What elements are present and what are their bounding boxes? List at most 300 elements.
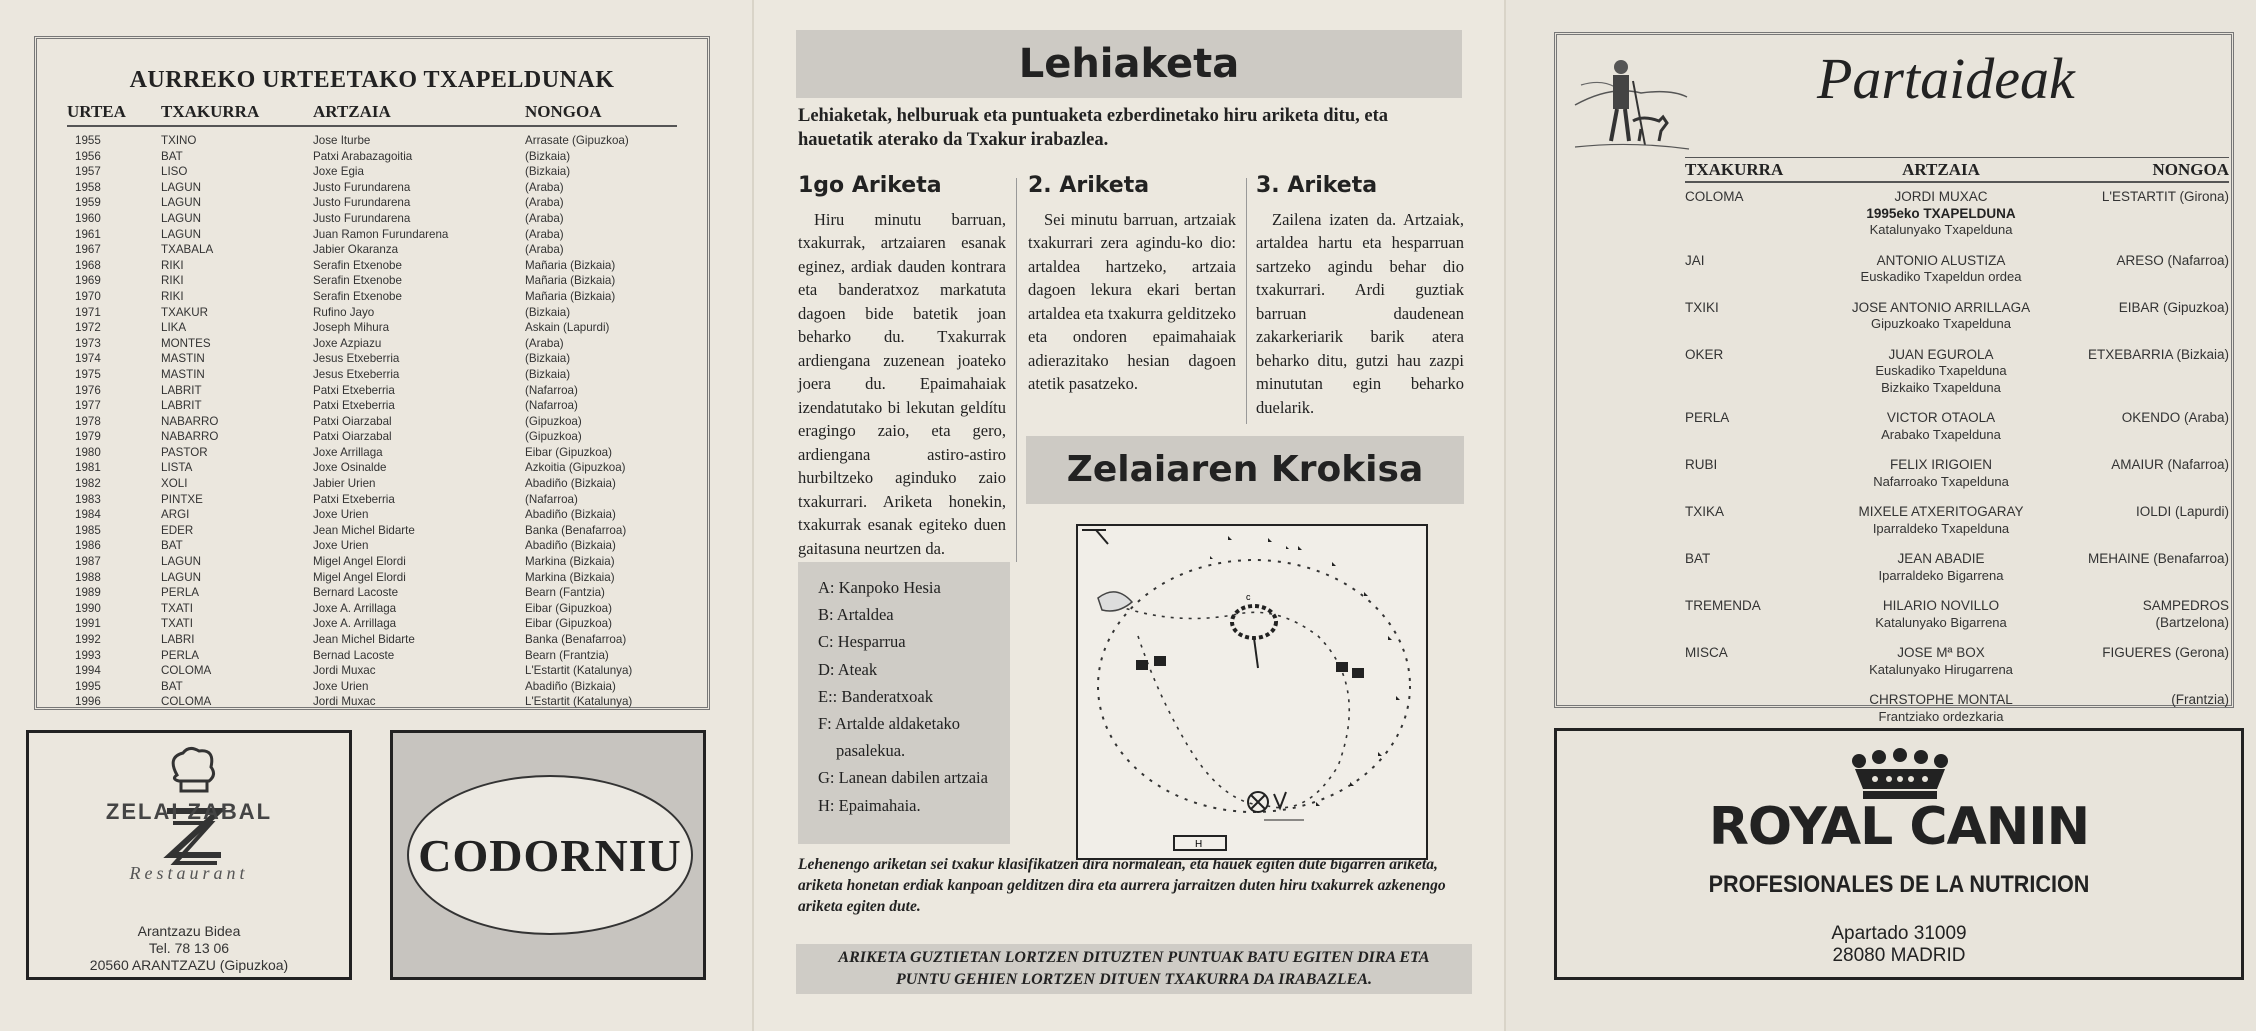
shepherd-cell: Jabier Okaranza: [313, 243, 399, 257]
legend-item: G: Lanean dabilen artzaia: [818, 768, 988, 788]
year-cell: 1956: [75, 149, 101, 163]
origin-cell: Bearn (Frantzia): [525, 648, 609, 662]
table-row: [67, 320, 677, 336]
dog-cell: LAGUN: [161, 555, 201, 569]
col-header-shepherd: ARTZAIA: [313, 102, 391, 121]
codorniu-ad: [390, 730, 706, 980]
zelai-zabal-restaurant: Restaurant: [129, 863, 249, 883]
shepherd-cell: [1811, 457, 2071, 490]
shepherd-cell: Patxi Etxeberria: [313, 383, 395, 397]
dog-cell: RIKI: [161, 258, 184, 272]
dog-cell: MASTIN: [161, 352, 205, 366]
address-line: 20560 ARANTZAZU (Gipuzkoa): [89, 957, 289, 973]
royal-canin-tagline: PROFESIONALES DE LA NUTRICION: [1708, 871, 2090, 898]
table-row: [67, 570, 677, 586]
shepherd-cell: Joxe Osinalde: [313, 461, 387, 475]
dog-cell: PINTXE: [161, 492, 203, 506]
column-divider: [1246, 178, 1247, 424]
dog-cell: LISTA: [161, 461, 193, 475]
title-note: Nafarroako Txapelduna: [1873, 473, 2009, 489]
title-note: Frantziako ordezkaria: [1878, 708, 2004, 724]
shepherd-cell: Justo Furundarena: [313, 180, 411, 194]
origin-cell: L'Estartit (Katalunya): [525, 695, 633, 709]
shepherd-name: VICTOR OTAOLA: [1886, 410, 1996, 425]
origin-cell: (Araba): [525, 227, 564, 241]
shepherd-cell: Jose Iturbe: [313, 134, 371, 147]
origin-cell: Eibar (Gipuzkoa): [525, 445, 612, 459]
year-cell: 1992: [75, 633, 101, 646]
shepherd-cell: Joxe A. Arrillaga: [313, 601, 397, 615]
origin-cell: Askain (Lapurdi): [525, 321, 610, 335]
year-cell: 1993: [75, 648, 101, 662]
dog-cell: LAGUN: [161, 570, 201, 584]
exercise-1-column: [798, 174, 1006, 560]
dog-cell: COLOMA: [161, 695, 212, 709]
year-cell: 1972: [75, 321, 101, 335]
year-cell: 1960: [75, 211, 101, 225]
year-cell: 1994: [75, 664, 101, 678]
origin-cell: Arrasate (Gipuzkoa): [525, 134, 629, 147]
exercise-2-title: 2. Ariketa: [1028, 173, 1150, 198]
col-header-dog: TXAKURRA: [1685, 160, 1784, 179]
dog-cell: TXATI: [161, 601, 193, 615]
origin-cell: Markina (Bizkaia): [525, 555, 615, 569]
list-item: [1685, 504, 2229, 537]
shepherd-cell: Patxi Oiarzabal: [313, 414, 392, 428]
origin-cell: Azkoitia (Gipuzkoa): [525, 461, 626, 475]
shepherd-cell: Migel Angel Elordi: [313, 555, 406, 569]
shepherd-name: JOSE Mª BOX: [1897, 645, 1985, 660]
origin-cell: (Nafarroa): [525, 399, 578, 413]
table-row: [67, 289, 677, 305]
dog-cell: RIKI: [161, 289, 184, 303]
dog-cell: PERLA: [161, 586, 200, 600]
table-row: [67, 149, 677, 165]
origin-cell: Banka (Benafarroa): [525, 633, 627, 646]
year-cell: 1987: [75, 555, 101, 569]
table-row: [67, 523, 677, 539]
year-cell: 1976: [75, 383, 101, 397]
exercise-3-column: [1256, 174, 1464, 419]
participants-table-body: [1685, 183, 2229, 725]
col-header-origin: NONGOA: [2152, 160, 2229, 179]
shepherd-cell: Joxe Urien: [313, 679, 369, 693]
list-item: [1685, 598, 2229, 631]
crown-icon: [1845, 747, 1955, 803]
legend-item: H: Epaimahaia.: [818, 795, 921, 815]
dog-cell: COLOMA: [161, 664, 212, 678]
shepherd-cell: Patxi Arabazagoitia: [313, 149, 413, 163]
table-row: [67, 632, 677, 648]
title-note: Euskadiko Txapeldun ordea: [1860, 269, 2022, 284]
shepherd-cell: [1811, 300, 2071, 333]
shepherd-cell: Joxe A. Arrillaga: [313, 617, 397, 631]
exercise-2-column: [1028, 174, 1236, 396]
table-row: [67, 538, 677, 554]
year-cell: 1977: [75, 399, 101, 413]
origin-cell: (Gipuzkoa): [525, 430, 582, 444]
origin-cell: Abadiño (Bizkaia): [525, 679, 616, 693]
origin-cell: (Bizkaia): [525, 305, 571, 319]
col-header-origin: NONGOA: [525, 102, 602, 121]
origin-cell: (Gipuzkoa): [525, 414, 582, 428]
year-cell: 1989: [75, 586, 101, 600]
legend-item: D: Ateak: [818, 659, 878, 679]
table-row: [67, 258, 677, 274]
codorniu-logo: CODORNIU: [407, 775, 693, 935]
lehiaketa-title: Lehiaketa: [796, 30, 1462, 98]
field-legend: [798, 562, 1010, 844]
year-cell: 1975: [75, 367, 101, 381]
fold-line: [752, 0, 754, 1031]
exercise-3-title: 3. Ariketa: [1256, 173, 1378, 198]
past-champions-box: [34, 36, 710, 710]
table-row: [67, 133, 677, 149]
table-row: [67, 585, 677, 601]
origin-cell: L'ESTARTIT (Girona): [2101, 189, 2229, 204]
origin-cell: Abadiño (Bizkaia): [525, 477, 616, 491]
title-note: Iparraldeko Txapelduna: [1872, 520, 2010, 536]
title-note: Iparraldeko Bigarrena: [1878, 567, 2004, 583]
year-cell: 1969: [75, 274, 101, 288]
shepherd-cell: [1811, 410, 2071, 443]
origin-cell: L'Estartit (Katalunya): [525, 664, 633, 678]
table-row: [67, 180, 677, 196]
phone-line: Tel. 78 13 06: [148, 940, 230, 956]
shepherd-with-dog-icon: [1571, 45, 1691, 155]
shepherd-name: FELIX IRIGOIEN: [1889, 457, 1993, 472]
dog-cell: LABRI: [161, 633, 195, 646]
origin-cell: SAMPEDROS (Bartzelona): [2142, 598, 2229, 630]
origin-cell: (Araba): [525, 243, 564, 257]
shepherd-cell: [1811, 645, 2071, 678]
shepherd-name: JOSE ANTONIO ARRILLAGA: [1851, 299, 2031, 315]
dog-cell: PASTOR: [161, 445, 208, 459]
zelai-zabal-ad: [26, 730, 352, 980]
table-row: [67, 398, 677, 414]
dog-cell: MISCA: [1685, 645, 1728, 660]
legend-item: A: Kanpoko Hesia: [818, 578, 941, 597]
table-row: [67, 211, 677, 227]
dog-cell: XOLI: [161, 477, 188, 491]
title-note: Katalunyako Txapelduna: [1869, 222, 2013, 237]
year-cell: 1971: [75, 305, 101, 319]
shepherd-name: JUAN EGUROLA: [1888, 346, 1994, 362]
address-line: Apartado 31009: [1831, 923, 1967, 944]
origin-cell: (Bizkaia): [525, 165, 571, 179]
shepherd-name: MIXELE ATXERITOGARAY: [1858, 504, 2024, 519]
year-cell: 1982: [75, 477, 101, 491]
field-sketch: [1076, 524, 1428, 860]
dog-cell: MONTES: [161, 336, 211, 350]
shepherd-cell: [1811, 598, 2071, 631]
year-cell: 1978: [75, 414, 101, 428]
dog-cell: RIKI: [161, 274, 184, 288]
dog-cell: MASTIN: [161, 367, 205, 381]
dog-cell: TXIKA: [1685, 504, 1725, 519]
champions-table-body: [67, 133, 677, 710]
origin-cell: ARESO (Nafarroa): [2116, 252, 2229, 268]
field-sketch-drawing: [1078, 526, 1426, 858]
list-item: [1685, 189, 2229, 239]
table-row: [67, 507, 677, 523]
origin-cell: MEHAINE (Benafarroa): [2087, 551, 2229, 566]
scoring-summary: [796, 944, 1472, 994]
table-row: [67, 164, 677, 180]
shepherd-cell: Patxi Etxeberria: [313, 399, 395, 413]
list-item: [1685, 410, 2229, 443]
dog-cell: LISO: [161, 165, 188, 179]
title-note: Euskadiko Txapelduna: [1875, 363, 2007, 378]
dog-cell: LAGUN: [161, 180, 201, 194]
year-cell: 1970: [75, 289, 101, 303]
dog-cell: TXATI: [161, 617, 193, 631]
origin-cell: Bearn (Fantzia): [525, 586, 605, 600]
dog-cell: TXABALA: [161, 243, 214, 257]
table-row: [67, 429, 677, 445]
table-row: [67, 367, 677, 383]
year-cell: 1985: [75, 523, 101, 537]
krokis-title: Zelaiaren Krokisa: [1026, 436, 1464, 504]
shepherd-name: JORDI MUXAC: [1894, 189, 1988, 204]
shepherd-cell: [1811, 347, 2071, 397]
scoring-line: PUNTU GEHIEN LORTZEN DITUEN TXAKURRA DA IRABAZLEA.: [895, 971, 1373, 988]
list-item: [1685, 692, 2229, 725]
dog-cell: JAI: [1685, 252, 1705, 268]
champions-table-header: [67, 102, 677, 127]
year-cell: 1973: [75, 336, 101, 350]
svg-text:c: c: [1246, 592, 1251, 602]
table-row: [67, 648, 677, 664]
year-cell: 1983: [75, 492, 101, 506]
origin-cell: Mañaria (Bizkaia): [525, 289, 616, 303]
origin-cell: (Bizkaia): [525, 367, 571, 381]
list-item: [1685, 645, 2229, 678]
shepherd-cell: [1811, 504, 2071, 537]
year-cell: 1996: [75, 695, 101, 709]
origin-cell: AMAIUR (Nafarroa): [2111, 457, 2229, 472]
dog-cell: LABRIT: [161, 383, 202, 397]
origin-cell: (Araba): [525, 336, 564, 350]
origin-cell: Eibar (Gipuzkoa): [525, 601, 612, 615]
year-cell: 1961: [75, 227, 101, 241]
dog-cell: BAT: [161, 539, 183, 553]
origin-cell: OKENDO (Araba): [2121, 410, 2229, 425]
title-note: Katalunyako Bigarrena: [1875, 614, 2007, 630]
dog-cell: OKER: [1685, 346, 1724, 362]
dog-cell: LABRIT: [161, 399, 202, 413]
shepherd-cell: Joxe Urien: [313, 539, 369, 553]
table-row: [67, 616, 677, 632]
shepherd-name: HILARIO NOVILLO: [1882, 598, 2000, 613]
shepherd-cell: Joxe Arrillaga: [313, 445, 383, 459]
year-cell: 1980: [75, 445, 101, 459]
royal-canin-brand: ROYAL CANIN: [1708, 797, 2090, 857]
origin-cell: IOLDI (Lapurdi): [2135, 504, 2229, 519]
table-row: [67, 383, 677, 399]
dog-cell: LAGUN: [161, 196, 201, 210]
exercise-1-title: 1go Ariketa: [798, 173, 942, 198]
table-row: [67, 242, 677, 258]
address-line: Arantzazu Bidea: [137, 923, 241, 939]
table-row: [67, 694, 677, 710]
shepherd-cell: Justo Furundarena: [313, 211, 411, 225]
year-cell: 1967: [75, 243, 101, 257]
year-cell: 1981: [75, 461, 101, 475]
exercise-2-text: Sei minutu barruan, artzaiak txakurrari zera agindu-ko dio: artaldea hartzeko, artzaia dagoen lekura ekari bertan artaldea eta txakurra gelditzeko eta ondoren epaimahaiak adierazitako hesian dagoen atetik pasatzeko.: [1028, 209, 1236, 393]
shepherd-cell: Joxe Azpiazu: [313, 336, 382, 350]
origin-cell: (Bizkaia): [525, 352, 571, 366]
address-line: 28080 MADRID: [1832, 945, 1966, 966]
shepherd-cell: Serafin Etxenobe: [313, 289, 402, 303]
list-item: [1685, 347, 2229, 397]
origin-cell: Abadiño (Bizkaia): [525, 539, 616, 553]
col-header-year: URTEA: [67, 102, 126, 121]
classification-note: Lehenengo ariketan sei txakur klasifikatzen dira normalean, eta hauek egiten dute bigarren ariketa, ariketa honetan erdiak kanpoan gelditzen dira eta aurrera jarraitzen duten hiru txakurrek azkenengo ariketa egiten dute.: [798, 856, 1446, 915]
shepherd-cell: Jordi Muxac: [313, 695, 376, 709]
shepherd-name: ANTONIO ALUSTIZA: [1876, 252, 2006, 268]
shepherd-name: CHRSTOPHE MONTAL: [1869, 692, 2013, 707]
exercise-1-text: Hiru minutu barruan, txakurrak, artzaiaren esanak eginez, ardiak dauden kontrara eta banderatxoz markatuta dagoen bide batetik joan beharko du. Txakurrak ardiengana zuzenean joateko joera du. Epaimahaiak izendatutako bi lekutan geldítu eragingo zaio, eta gero, ardiengana astiro-astiro hurbiltzeko aginduko zaio txakurrari. Ariketa honekin, txakurrak esanak egiteko duen gaitasuna neurtzen da.: [798, 209, 1006, 558]
dog-cell: TXIKI: [1685, 299, 1719, 315]
title-note: Katalunyako Hirugarrena: [1869, 661, 2013, 677]
shepherd-cell: Patxi Oiarzabal: [313, 430, 392, 444]
dog-cell: TXAKUR: [161, 305, 209, 319]
year-cell: 1988: [75, 570, 101, 584]
origin-cell: Abadiño (Bizkaia): [525, 508, 616, 522]
participants-table-header: [1685, 157, 2229, 183]
year-cell: 1986: [75, 539, 101, 553]
table-row: [67, 336, 677, 352]
table-row: [67, 679, 677, 695]
dog-cell: [1685, 692, 1811, 725]
year-cell: 1974: [75, 352, 101, 366]
table-row: [67, 445, 677, 461]
list-item: [1685, 253, 2229, 286]
year-cell: 1968: [75, 258, 101, 272]
title-note: Gipuzkoako Txapelduna: [1871, 316, 2011, 331]
table-row: [67, 227, 677, 243]
origin-cell: EIBAR (Gipuzkoa): [2118, 299, 2229, 315]
shepherd-cell: Juan Ramon Furundarena: [313, 227, 449, 241]
exercise-3-text: Zailena izaten da. Artzaiak, artaldea hartu eta hesparruan sartzeko agindu behar dio txakurrari. Ardi guztiak barruan daudenean zakarkeriarik barik atera beharko ditu, gutzi hau zazpi minututan egin beharko duelarik.: [1256, 209, 1464, 417]
dog-cell: BAT: [1685, 551, 1711, 566]
dog-cell: LIKA: [161, 321, 187, 335]
shepherd-name: JEAN ABADIE: [1897, 551, 1985, 566]
dog-cell: NABARRO: [161, 430, 219, 444]
dog-cell: TREMENDA: [1685, 598, 1761, 613]
dog-cell: BAT: [161, 149, 183, 163]
year-cell: 1979: [75, 430, 101, 444]
shepherd-cell: Rufino Jayo: [313, 305, 375, 319]
shepherd-cell: Jabier Urien: [313, 477, 376, 491]
shepherd-cell: Jesus Etxeberria: [313, 367, 400, 381]
col-header-shepherd: ARTZAIA: [1902, 160, 1980, 179]
table-row: [67, 492, 677, 508]
origin-cell: Markina (Bizkaia): [525, 570, 615, 584]
legend-item: E:: Banderatxoak: [818, 686, 934, 706]
shepherd-cell: Bernad Lacoste: [313, 648, 395, 662]
royal-canin-ad: [1554, 728, 2244, 980]
origin-cell: Banka (Benafarroa): [525, 523, 627, 537]
past-champions-title: AURREKO URTEETAKO TXAPELDUNAK: [129, 67, 615, 93]
zelai-zabal-brand: ZELAI ZABAL: [105, 799, 273, 824]
table-row: [67, 305, 677, 321]
table-row: [67, 195, 677, 211]
participants-box: [1554, 32, 2234, 724]
legend-item: F: Artalde aldaketako pasalekua.: [818, 714, 961, 761]
shepherd-cell: Jesus Etxeberria: [313, 352, 400, 366]
shepherd-cell: Migel Angel Elordi: [313, 570, 406, 584]
dog-cell: ARGI: [161, 508, 190, 522]
shepherd-cell: Bernard Lacoste: [313, 586, 399, 600]
participants-title: Partaideak: [1817, 46, 2075, 111]
fold-line: [1504, 0, 1506, 1031]
legend-item: C: Hesparrua: [818, 632, 906, 652]
year-cell: 1957: [75, 165, 101, 179]
dog-cell: LAGUN: [161, 211, 201, 225]
origin-cell: ETXEBARRIA (Bizkaia): [2087, 346, 2229, 362]
dog-cell: TXINO: [161, 134, 197, 147]
dog-cell: PERLA: [161, 648, 200, 662]
shepherd-cell: Justo Furundarena: [313, 196, 411, 210]
origin-cell: (Araba): [525, 211, 564, 225]
list-item: [1685, 551, 2229, 584]
shepherd-cell: Jean Michel Bidarte: [313, 633, 415, 646]
champion-badge: 1995eko TXAPELDUNA: [1866, 205, 2016, 221]
dog-cell: RUBI: [1685, 457, 1718, 472]
table-row: [67, 554, 677, 570]
table-row: [67, 351, 677, 367]
table-row: [67, 601, 677, 617]
origin-cell: (Araba): [525, 180, 564, 194]
lehiaketa-intro: Lehiaketak, helburuak eta puntuaketa ezberdinetako hiru ariketa ditu, eta hauetatik aterako da Txakur irabazlea.: [798, 106, 1388, 150]
dog-cell: COLOMA: [1685, 189, 1744, 204]
year-cell: 1995: [75, 679, 101, 693]
origin-cell: (Nafarroa): [525, 383, 578, 397]
dog-cell: EDER: [161, 523, 194, 537]
judges-marker: H: [1195, 839, 1203, 850]
origin-cell: (Araba): [525, 196, 564, 210]
year-cell: 1959: [75, 196, 101, 210]
table-row: [67, 273, 677, 289]
shepherd-cell: Joseph Mihura: [313, 321, 390, 335]
origin-cell: (Bizkaia): [525, 149, 571, 163]
shepherd-cell: Jean Michel Bidarte: [313, 523, 415, 537]
table-row: [67, 663, 677, 679]
dog-cell: LAGUN: [161, 227, 201, 241]
shepherd-cell: [1811, 189, 2071, 239]
year-cell: 1958: [75, 180, 101, 194]
shepherd-cell: Serafin Etxenobe: [313, 258, 402, 272]
origin-cell: (Nafarroa): [525, 492, 578, 506]
year-cell: 1955: [75, 134, 101, 147]
year-cell: 1984: [75, 508, 101, 522]
zelai-zabal-address: [29, 923, 349, 974]
shepherd-cell: Joxe Urien: [313, 508, 369, 522]
year-cell: 1990: [75, 601, 101, 615]
col-header-dog: TXAKURRA: [161, 102, 260, 121]
shepherd-cell: [1811, 692, 2071, 725]
shepherd-cell: Joxe Egia: [313, 165, 364, 179]
shepherd-cell: Jordi Muxac: [313, 664, 376, 678]
table-row: [67, 476, 677, 492]
dog-cell: BAT: [161, 679, 183, 693]
list-item: [1685, 300, 2229, 333]
table-row: [67, 414, 677, 430]
shepherd-cell: [1811, 253, 2071, 286]
dog-cell: PERLA: [1685, 410, 1730, 425]
